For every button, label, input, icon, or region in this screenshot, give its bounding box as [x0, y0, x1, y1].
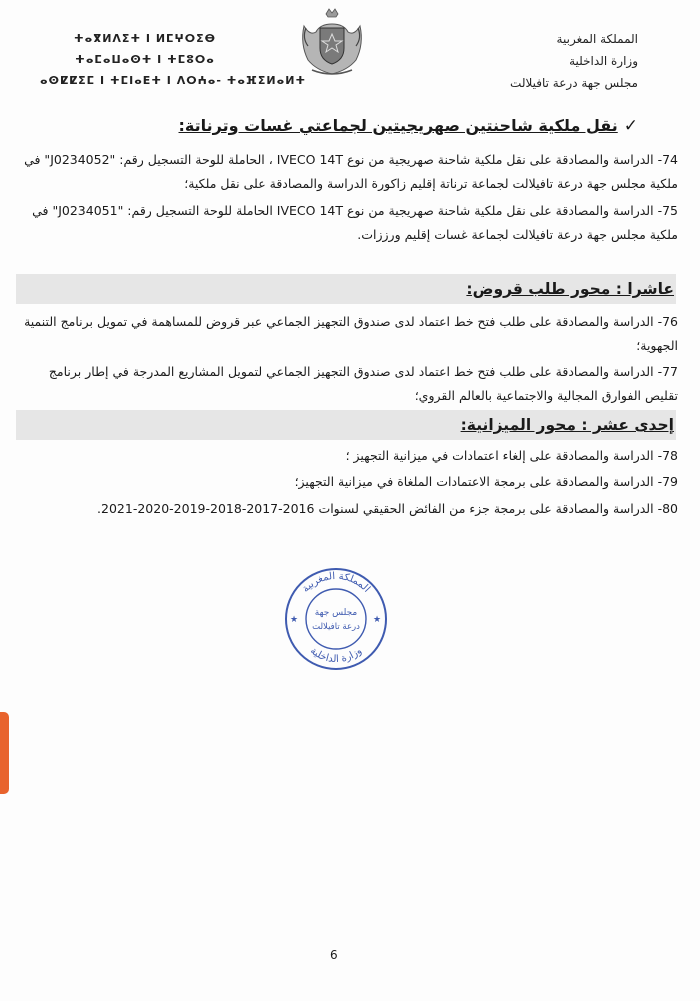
- edge-tab: [0, 712, 9, 794]
- header-tifinagh-line-3: ⴰⵙⵇⵇⵉⵎ ⵏ ⵜⵎⵏⴰⴹⵜ ⵏ ⴷⵔⵄⴰ- ⵜⴰⴼⵉⵍⴰⵍⵜ: [40, 74, 307, 87]
- header-council: مجلس جهة درعة تافيلالت: [510, 76, 638, 90]
- stamp-center-line-2: درعة تافيلالت: [312, 622, 360, 632]
- agenda-item-78: [24, 444, 678, 468]
- header-tifinagh-line-2: ⵜⴰⵎⴰⵡⴰⵙⵜ ⵏ ⵜⵎⵓⵔⴰ: [75, 53, 215, 66]
- item-number: 76-: [657, 314, 678, 329]
- stamp-star-icon: ★: [290, 615, 299, 625]
- official-stamp: [282, 566, 390, 672]
- agenda-item-77: [24, 360, 678, 408]
- item-text: الدراسة والمصادقة على طلب فتح خط اعتماد لدى صندوق التجهيز الجماعي عبر قروض للمساهمة في تمويل برنامج التنمية الجهوية؛: [24, 314, 678, 353]
- item-text: الدراسة والمصادقة على طلب فتح خط اعتماد لدى صندوق التجهيز الجماعي لتمويل المشاريع المدرجة في إطار برنامج تقليص الفوارق المجالية والاجتماعية بالعالم القروي؛: [48, 364, 678, 403]
- checkmark-icon: ✓: [623, 116, 638, 136]
- item-text: الدراسة والمصادقة على إلغاء اعتمادات في ميزانية التجهيز ؛: [345, 448, 654, 463]
- stamp-ring-top: المملكة المغربية: [300, 570, 372, 595]
- agenda-item-74: [24, 148, 678, 196]
- stamp-star-icon: ★: [373, 615, 382, 625]
- royal-emblem-icon: [296, 6, 368, 80]
- item-number: 77-: [657, 364, 678, 379]
- stamp-ring-bottom: وزارة الداخلية: [307, 645, 365, 666]
- header-tifinagh-line-1: ⵜⴰⴳⵍⴷⵉⵜ ⵏ ⵍⵎⵖⵔⵉⴱ: [73, 32, 216, 45]
- item-text: الدراسة والمصادقة على نقل ملكية شاحنة صهريجية من نوع IVECO 14T الحاملة للوحة التسجيل رقم: "J0234051" في ملكية مجلس جهة درعة تافيلالت لجماعة غسات إقليم ورززات.: [32, 203, 678, 242]
- item-text: الدراسة والمصادقة على برمجة الاعتمادات الملغاة في ميزانية التجهيز؛: [294, 474, 654, 489]
- agenda-item-80: [24, 497, 678, 521]
- header-tifinagh: [40, 28, 307, 91]
- header-ministry: وزارة الداخلية: [569, 54, 638, 68]
- section-transfer-title-text: نقل ملكية شاحنتين صهريجيتين لجماعتي غسات وترناتة:: [178, 116, 618, 135]
- item-text: الدراسة والمصادقة على برمجة جزء من الفائض الحقيقي لسنوات 2016-2017-2018-2019-2020-2021.: [97, 501, 654, 516]
- item-number: 79-: [657, 474, 678, 489]
- agenda-item-76: [24, 310, 678, 358]
- item-number: 74-: [657, 152, 678, 167]
- item-number: 78-: [657, 448, 678, 463]
- item-number: 80-: [657, 501, 678, 516]
- stamp-center-line-1: مجلس جهة: [314, 608, 358, 618]
- item-text: الدراسة والمصادقة على نقل ملكية شاحنة صهريجية من نوع IVECO 14T ، الحاملة للوحة التسجيل رقم: "J0234052" في ملكية مجلس جهة درعة تافيلالت لجماعة ترناتة إقليم زاكورة الدراسة والمصادقة على نقل ملكية؛: [24, 152, 678, 191]
- item-number: 75-: [657, 203, 678, 218]
- agenda-item-75: [24, 199, 678, 247]
- section-loans-title: عاشرا : محور طلب قروض:: [466, 280, 674, 298]
- agenda-item-79: [24, 470, 678, 494]
- header-kingdom: المملكة المغربية: [556, 32, 638, 46]
- section-transfer-title: [48, 116, 638, 136]
- section-budget-title: إحدى عشر : محور الميزانية:: [460, 416, 674, 434]
- header-arabic: [510, 28, 638, 94]
- page-number: 6: [330, 948, 338, 962]
